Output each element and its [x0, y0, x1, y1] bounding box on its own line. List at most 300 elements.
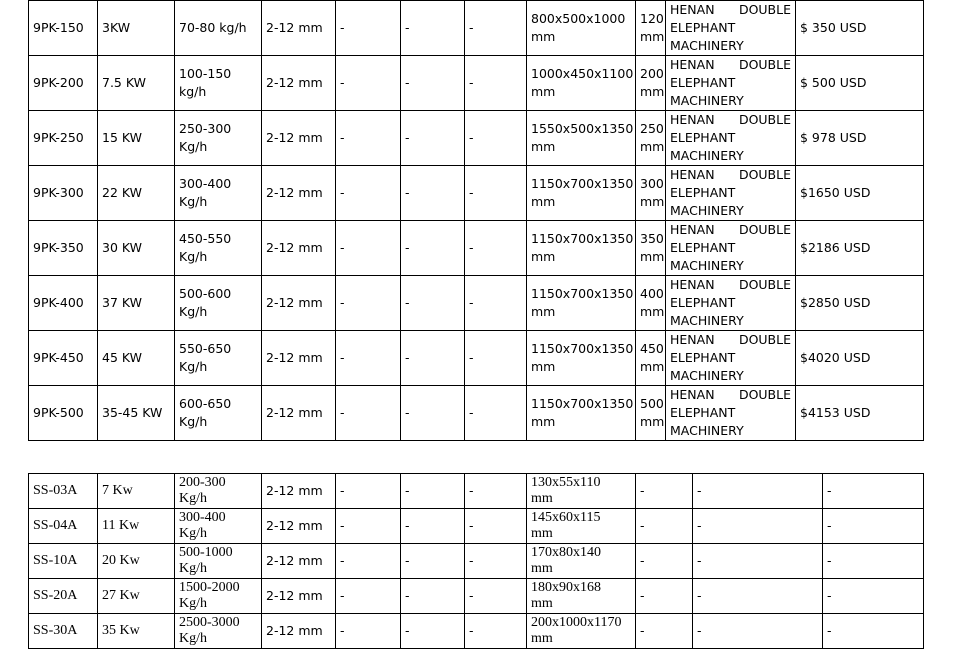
manufacturer-cell: [693, 614, 823, 649]
blank-cell-a: [336, 276, 401, 331]
price-text: $2850 USD: [800, 295, 871, 310]
blank-cell-a: [336, 614, 401, 649]
model-text: 9PK-150: [33, 20, 84, 35]
model-text: 9PK-500: [33, 405, 84, 420]
manufacturer-cell: [666, 166, 796, 221]
dimension-line2: mm: [531, 414, 556, 429]
dimension-line1: 200x1000x1170: [531, 615, 622, 630]
dimension-line1: 170x80x140: [531, 545, 601, 560]
manufacturer-word1: HENAN: [670, 112, 715, 127]
size-cell: [262, 544, 336, 579]
dash-text: -: [405, 75, 410, 90]
dash-text: -: [405, 295, 410, 310]
capacity-line2: Kg/h: [179, 304, 208, 319]
dimension-line1: 1150x700x1350: [531, 286, 634, 301]
dash-text: -: [640, 623, 645, 638]
manufacturer-line2: ELEPHANT: [670, 350, 736, 365]
blank-cell-c: [465, 111, 527, 166]
manufacturer-word1: HENAN: [670, 222, 715, 237]
manufacturer-line3: MACHINERY: [670, 203, 744, 218]
size-text: 2-12 mm: [266, 623, 323, 638]
power-cell: [98, 474, 175, 509]
capacity-cell: [175, 1, 262, 56]
dash-text: -: [405, 405, 410, 420]
manufacturer-line3: MACHINERY: [670, 258, 744, 273]
dimension-cell: [527, 276, 636, 331]
dimension-line2: mm: [531, 596, 553, 611]
blank-cell-c: [465, 221, 527, 276]
manufacturer-word2: DOUBLE: [738, 387, 791, 402]
size-cell: [262, 614, 336, 649]
table-row: [29, 579, 924, 614]
power-text: 45 KW: [102, 350, 142, 365]
dash-text: -: [340, 295, 345, 310]
size-cell: [262, 56, 336, 111]
size-cell: [262, 276, 336, 331]
manufacturer-line3: MACHINERY: [670, 38, 744, 53]
model-cell: [29, 56, 98, 111]
blank-cell-b: [401, 221, 465, 276]
blank-cell-a: [336, 544, 401, 579]
manufacturer-word1: HENAN: [670, 2, 715, 17]
capacity-line1: 250-300: [179, 121, 232, 136]
table-row: [29, 614, 924, 649]
price-text: $ 978 USD: [800, 130, 867, 145]
dash-text: -: [697, 553, 702, 568]
dimension-line1: 1000x450x1100: [531, 66, 634, 81]
dimension-cell: [527, 509, 636, 544]
manufacturer-word1: HENAN: [670, 277, 715, 292]
manufacturer-line2: ELEPHANT: [670, 185, 736, 200]
dimension-line2: mm: [531, 84, 556, 99]
manufacturer-cell: [693, 509, 823, 544]
dimension-line2: mm: [531, 491, 553, 506]
weight-line2: mm: [640, 249, 665, 264]
blank-cell-a: [336, 111, 401, 166]
manufacturer-line2: ELEPHANT: [670, 20, 736, 35]
model-cell: [29, 614, 98, 649]
weight-line2: mm: [640, 304, 665, 319]
model-cell: [29, 276, 98, 331]
capacity-line2: Kg/h: [179, 139, 208, 154]
power-text: 30 KW: [102, 240, 142, 255]
price-text: $ 350 USD: [800, 20, 867, 35]
dimension-line2: mm: [531, 249, 556, 264]
dash-text: -: [405, 553, 410, 568]
power-text: 35 Kw: [102, 623, 140, 638]
power-text: 11 Kw: [102, 518, 140, 533]
dash-text: -: [640, 588, 645, 603]
price-cell: [796, 1, 924, 56]
table-row: [29, 386, 924, 441]
price-cell: [796, 166, 924, 221]
manufacturer-line2: ELEPHANT: [670, 75, 736, 90]
manufacturer-cell: [666, 386, 796, 441]
power-text: 3KW: [102, 20, 131, 35]
dimension-line1: 1550x500x1350: [531, 121, 634, 136]
capacity-line1: 2500-3000: [179, 615, 240, 630]
power-cell: [98, 544, 175, 579]
dimension-cell: [527, 56, 636, 111]
manufacturer-cell: [693, 474, 823, 509]
dimension-cell: [527, 221, 636, 276]
price-cell: [796, 221, 924, 276]
weight-cell: [636, 111, 666, 166]
table-row: [29, 509, 924, 544]
manufacturer-word2: DOUBLE: [738, 277, 791, 292]
dimension-line2: mm: [531, 29, 556, 44]
size-text: 2-12 mm: [266, 130, 323, 145]
capacity-cell: [175, 276, 262, 331]
capacity-line1: 550-650: [179, 341, 232, 356]
capacity-cell: [175, 166, 262, 221]
manufacturer-line1: [670, 1, 791, 19]
capacity-line1: 200-300: [179, 475, 226, 490]
capacity-line1: 600-650: [179, 396, 232, 411]
dash-text: -: [469, 130, 474, 145]
size-text: 2-12 mm: [266, 483, 323, 498]
table-ss-series: [28, 473, 924, 649]
table-row: [29, 474, 924, 509]
dash-text: -: [340, 240, 345, 255]
dash-text: -: [405, 240, 410, 255]
dimension-line1: 180x90x168: [531, 580, 601, 595]
blank-cell-b: [401, 544, 465, 579]
table-row: [29, 331, 924, 386]
blank-cell-a: [336, 331, 401, 386]
weight-cell: [636, 56, 666, 111]
blank-cell-c: [465, 166, 527, 221]
power-cell: [98, 331, 175, 386]
blank-cell-c: [465, 614, 527, 649]
model-text: 9PK-350: [33, 240, 84, 255]
price-cell: [823, 474, 924, 509]
dash-text: -: [697, 483, 702, 498]
blank-cell-b: [401, 111, 465, 166]
blank-cell-b: [401, 509, 465, 544]
dash-text: -: [340, 130, 345, 145]
size-text: 2-12 mm: [266, 240, 323, 255]
capacity-line1: 300-400: [179, 176, 232, 191]
manufacturer-line3: MACHINERY: [670, 313, 744, 328]
capacity-line1: 100-150: [179, 66, 232, 81]
dash-text: -: [640, 553, 645, 568]
blank-cell-b: [401, 474, 465, 509]
dimension-line1: 1150x700x1350: [531, 176, 634, 191]
model-cell: [29, 544, 98, 579]
dash-text: -: [405, 518, 410, 533]
dash-text: -: [697, 588, 702, 603]
model-text: SS-30A: [33, 623, 78, 638]
weight-cell: [636, 221, 666, 276]
size-text: 2-12 mm: [266, 295, 323, 310]
price-cell: [796, 276, 924, 331]
size-cell: [262, 166, 336, 221]
size-text: 2-12 mm: [266, 20, 323, 35]
blank-cell-b: [401, 56, 465, 111]
dash-text: -: [469, 20, 474, 35]
dash-text: -: [469, 75, 474, 90]
dimension-cell: [527, 166, 636, 221]
blank-cell-c: [465, 579, 527, 614]
manufacturer-cell: [666, 331, 796, 386]
blank-cell-c: [465, 544, 527, 579]
weight-line1: 500: [640, 396, 664, 411]
weight-line1: 200: [640, 66, 664, 81]
dimension-line2: mm: [531, 359, 556, 374]
manufacturer-line3: MACHINERY: [670, 423, 744, 438]
model-cell: [29, 221, 98, 276]
manufacturer-cell: [666, 276, 796, 331]
model-text: 9PK-250: [33, 130, 84, 145]
weight-cell: [636, 331, 666, 386]
price-text: $2186 USD: [800, 240, 871, 255]
price-cell: [823, 509, 924, 544]
capacity-cell: [175, 474, 262, 509]
size-text: 2-12 mm: [266, 350, 323, 365]
capacity-line1: 500-1000: [179, 545, 233, 560]
size-cell: [262, 1, 336, 56]
dimension-line1: 1150x700x1350: [531, 341, 634, 356]
model-cell: [29, 1, 98, 56]
manufacturer-line1: [670, 56, 791, 74]
weight-cell: [636, 579, 693, 614]
capacity-cell: [175, 56, 262, 111]
manufacturer-line2: ELEPHANT: [670, 295, 736, 310]
table-row: [29, 56, 924, 111]
model-cell: [29, 579, 98, 614]
dash-text: -: [469, 240, 474, 255]
size-cell: [262, 331, 336, 386]
dash-text: -: [340, 588, 345, 603]
capacity-line1: 1500-2000: [179, 580, 240, 595]
dash-text: -: [827, 553, 832, 568]
dash-text: -: [827, 483, 832, 498]
table-row: [29, 166, 924, 221]
weight-line1: 400: [640, 286, 664, 301]
capacity-line1: 70-80 kg/h: [179, 20, 247, 35]
dimension-cell: [527, 614, 636, 649]
model-text: 9PK-400: [33, 295, 84, 310]
size-cell: [262, 474, 336, 509]
table-row: [29, 276, 924, 331]
price-text: $ 500 USD: [800, 75, 867, 90]
capacity-line2: Kg/h: [179, 194, 208, 209]
model-cell: [29, 509, 98, 544]
size-cell: [262, 386, 336, 441]
power-text: 22 KW: [102, 185, 142, 200]
dash-text: -: [640, 483, 645, 498]
dimension-cell: [527, 111, 636, 166]
power-cell: [98, 509, 175, 544]
dash-text: -: [469, 518, 474, 533]
dimension-cell: [527, 474, 636, 509]
capacity-cell: [175, 544, 262, 579]
blank-cell-c: [465, 386, 527, 441]
size-text: 2-12 mm: [266, 75, 323, 90]
size-text: 2-12 mm: [266, 518, 323, 533]
dash-text: -: [405, 350, 410, 365]
price-cell: [823, 579, 924, 614]
weight-line2: mm: [640, 139, 665, 154]
manufacturer-line3: MACHINERY: [670, 148, 744, 163]
capacity-line2: Kg/h: [179, 491, 207, 506]
capacity-line2: Kg/h: [179, 359, 208, 374]
capacity-cell: [175, 331, 262, 386]
manufacturer-cell: [666, 1, 796, 56]
weight-line2: mm: [640, 29, 665, 44]
power-cell: [98, 614, 175, 649]
size-cell: [262, 579, 336, 614]
dimension-line2: mm: [531, 631, 553, 646]
manufacturer-line1: [670, 331, 791, 349]
dimension-line2: mm: [531, 139, 556, 154]
size-text: 2-12 mm: [266, 185, 323, 200]
capacity-cell: [175, 111, 262, 166]
capacity-line2: Kg/h: [179, 596, 207, 611]
capacity-cell: [175, 221, 262, 276]
dimension-line2: mm: [531, 194, 556, 209]
power-text: 7.5 KW: [102, 75, 146, 90]
power-cell: [98, 166, 175, 221]
dash-text: -: [640, 518, 645, 533]
weight-cell: [636, 386, 666, 441]
table-row: [29, 111, 924, 166]
dash-text: -: [340, 623, 345, 638]
power-text: 7 Kw: [102, 483, 133, 498]
dash-text: -: [697, 518, 702, 533]
dimension-line1: 145x60x115: [531, 510, 601, 525]
dash-text: -: [340, 350, 345, 365]
size-cell: [262, 111, 336, 166]
dimension-line1: 1150x700x1350: [531, 231, 634, 246]
dash-text: -: [827, 623, 832, 638]
blank-cell-b: [401, 614, 465, 649]
capacity-cell: [175, 386, 262, 441]
manufacturer-word2: DOUBLE: [738, 57, 791, 72]
power-cell: [98, 579, 175, 614]
dash-text: -: [340, 483, 345, 498]
capacity-line2: kg/h: [179, 84, 207, 99]
weight-line1: 300: [640, 176, 664, 191]
dash-text: -: [340, 185, 345, 200]
manufacturer-line1: [670, 276, 791, 294]
blank-cell-b: [401, 1, 465, 56]
power-text: 35-45 KW: [102, 405, 163, 420]
manufacturer-word2: DOUBLE: [738, 2, 791, 17]
manufacturer-line2: ELEPHANT: [670, 130, 736, 145]
blank-cell-a: [336, 474, 401, 509]
manufacturer-word2: DOUBLE: [738, 167, 791, 182]
dash-text: -: [340, 75, 345, 90]
size-text: 2-12 mm: [266, 553, 323, 568]
power-cell: [98, 56, 175, 111]
dash-text: -: [340, 405, 345, 420]
capacity-line1: 300-400: [179, 510, 226, 525]
capacity-cell: [175, 509, 262, 544]
dimension-cell: [527, 386, 636, 441]
model-cell: [29, 166, 98, 221]
capacity-line2: Kg/h: [179, 631, 207, 646]
price-cell: [796, 111, 924, 166]
weight-cell: [636, 614, 693, 649]
dimension-cell: [527, 331, 636, 386]
dash-text: -: [697, 623, 702, 638]
weight-cell: [636, 276, 666, 331]
dash-text: -: [827, 518, 832, 533]
model-text: SS-20A: [33, 588, 78, 603]
manufacturer-word2: DOUBLE: [738, 222, 791, 237]
weight-line2: mm: [640, 84, 665, 99]
dash-text: -: [469, 553, 474, 568]
weight-line1: 350: [640, 231, 664, 246]
capacity-cell: [175, 614, 262, 649]
weight-line2: mm: [640, 359, 665, 374]
model-cell: [29, 331, 98, 386]
blank-cell-c: [465, 331, 527, 386]
weight-cell: [636, 544, 693, 579]
model-text: SS-03A: [33, 483, 78, 498]
blank-cell-c: [465, 474, 527, 509]
dimension-line2: mm: [531, 526, 553, 541]
dimension-line2: mm: [531, 304, 556, 319]
dash-text: -: [405, 20, 410, 35]
manufacturer-line1: [670, 221, 791, 239]
manufacturer-line2: ELEPHANT: [670, 240, 736, 255]
price-cell: [823, 614, 924, 649]
power-cell: [98, 276, 175, 331]
blank-cell-c: [465, 1, 527, 56]
weight-cell: [636, 474, 693, 509]
manufacturer-word2: DOUBLE: [738, 332, 791, 347]
table-row: [29, 1, 924, 56]
blank-cell-a: [336, 579, 401, 614]
dash-text: -: [469, 350, 474, 365]
dash-text: -: [827, 588, 832, 603]
power-text: 37 KW: [102, 295, 142, 310]
model-cell: [29, 111, 98, 166]
blank-cell-a: [336, 386, 401, 441]
power-cell: [98, 386, 175, 441]
manufacturer-line3: MACHINERY: [670, 93, 744, 108]
dash-text: -: [405, 185, 410, 200]
dash-text: -: [405, 483, 410, 498]
manufacturer-line2: ELEPHANT: [670, 405, 736, 420]
model-text: 9PK-300: [33, 185, 84, 200]
dimension-cell: [527, 544, 636, 579]
manufacturer-cell: [666, 111, 796, 166]
dash-text: -: [405, 130, 410, 145]
price-text: $4020 USD: [800, 350, 871, 365]
blank-cell-a: [336, 1, 401, 56]
capacity-line1: 450-550: [179, 231, 232, 246]
price-text: $4153 USD: [800, 405, 871, 420]
blank-cell-c: [465, 276, 527, 331]
dimension-cell: [527, 1, 636, 56]
power-text: 20 Kw: [102, 553, 140, 568]
dash-text: -: [340, 553, 345, 568]
manufacturer-word1: HENAN: [670, 167, 715, 182]
capacity-line2: Kg/h: [179, 414, 208, 429]
dash-text: -: [469, 295, 474, 310]
blank-cell-a: [336, 166, 401, 221]
dimension-line1: 1150x700x1350: [531, 396, 634, 411]
manufacturer-word2: DOUBLE: [738, 112, 791, 127]
weight-cell: [636, 1, 666, 56]
model-text: SS-04A: [33, 518, 78, 533]
blank-cell-b: [401, 276, 465, 331]
manufacturer-line3: MACHINERY: [670, 368, 744, 383]
